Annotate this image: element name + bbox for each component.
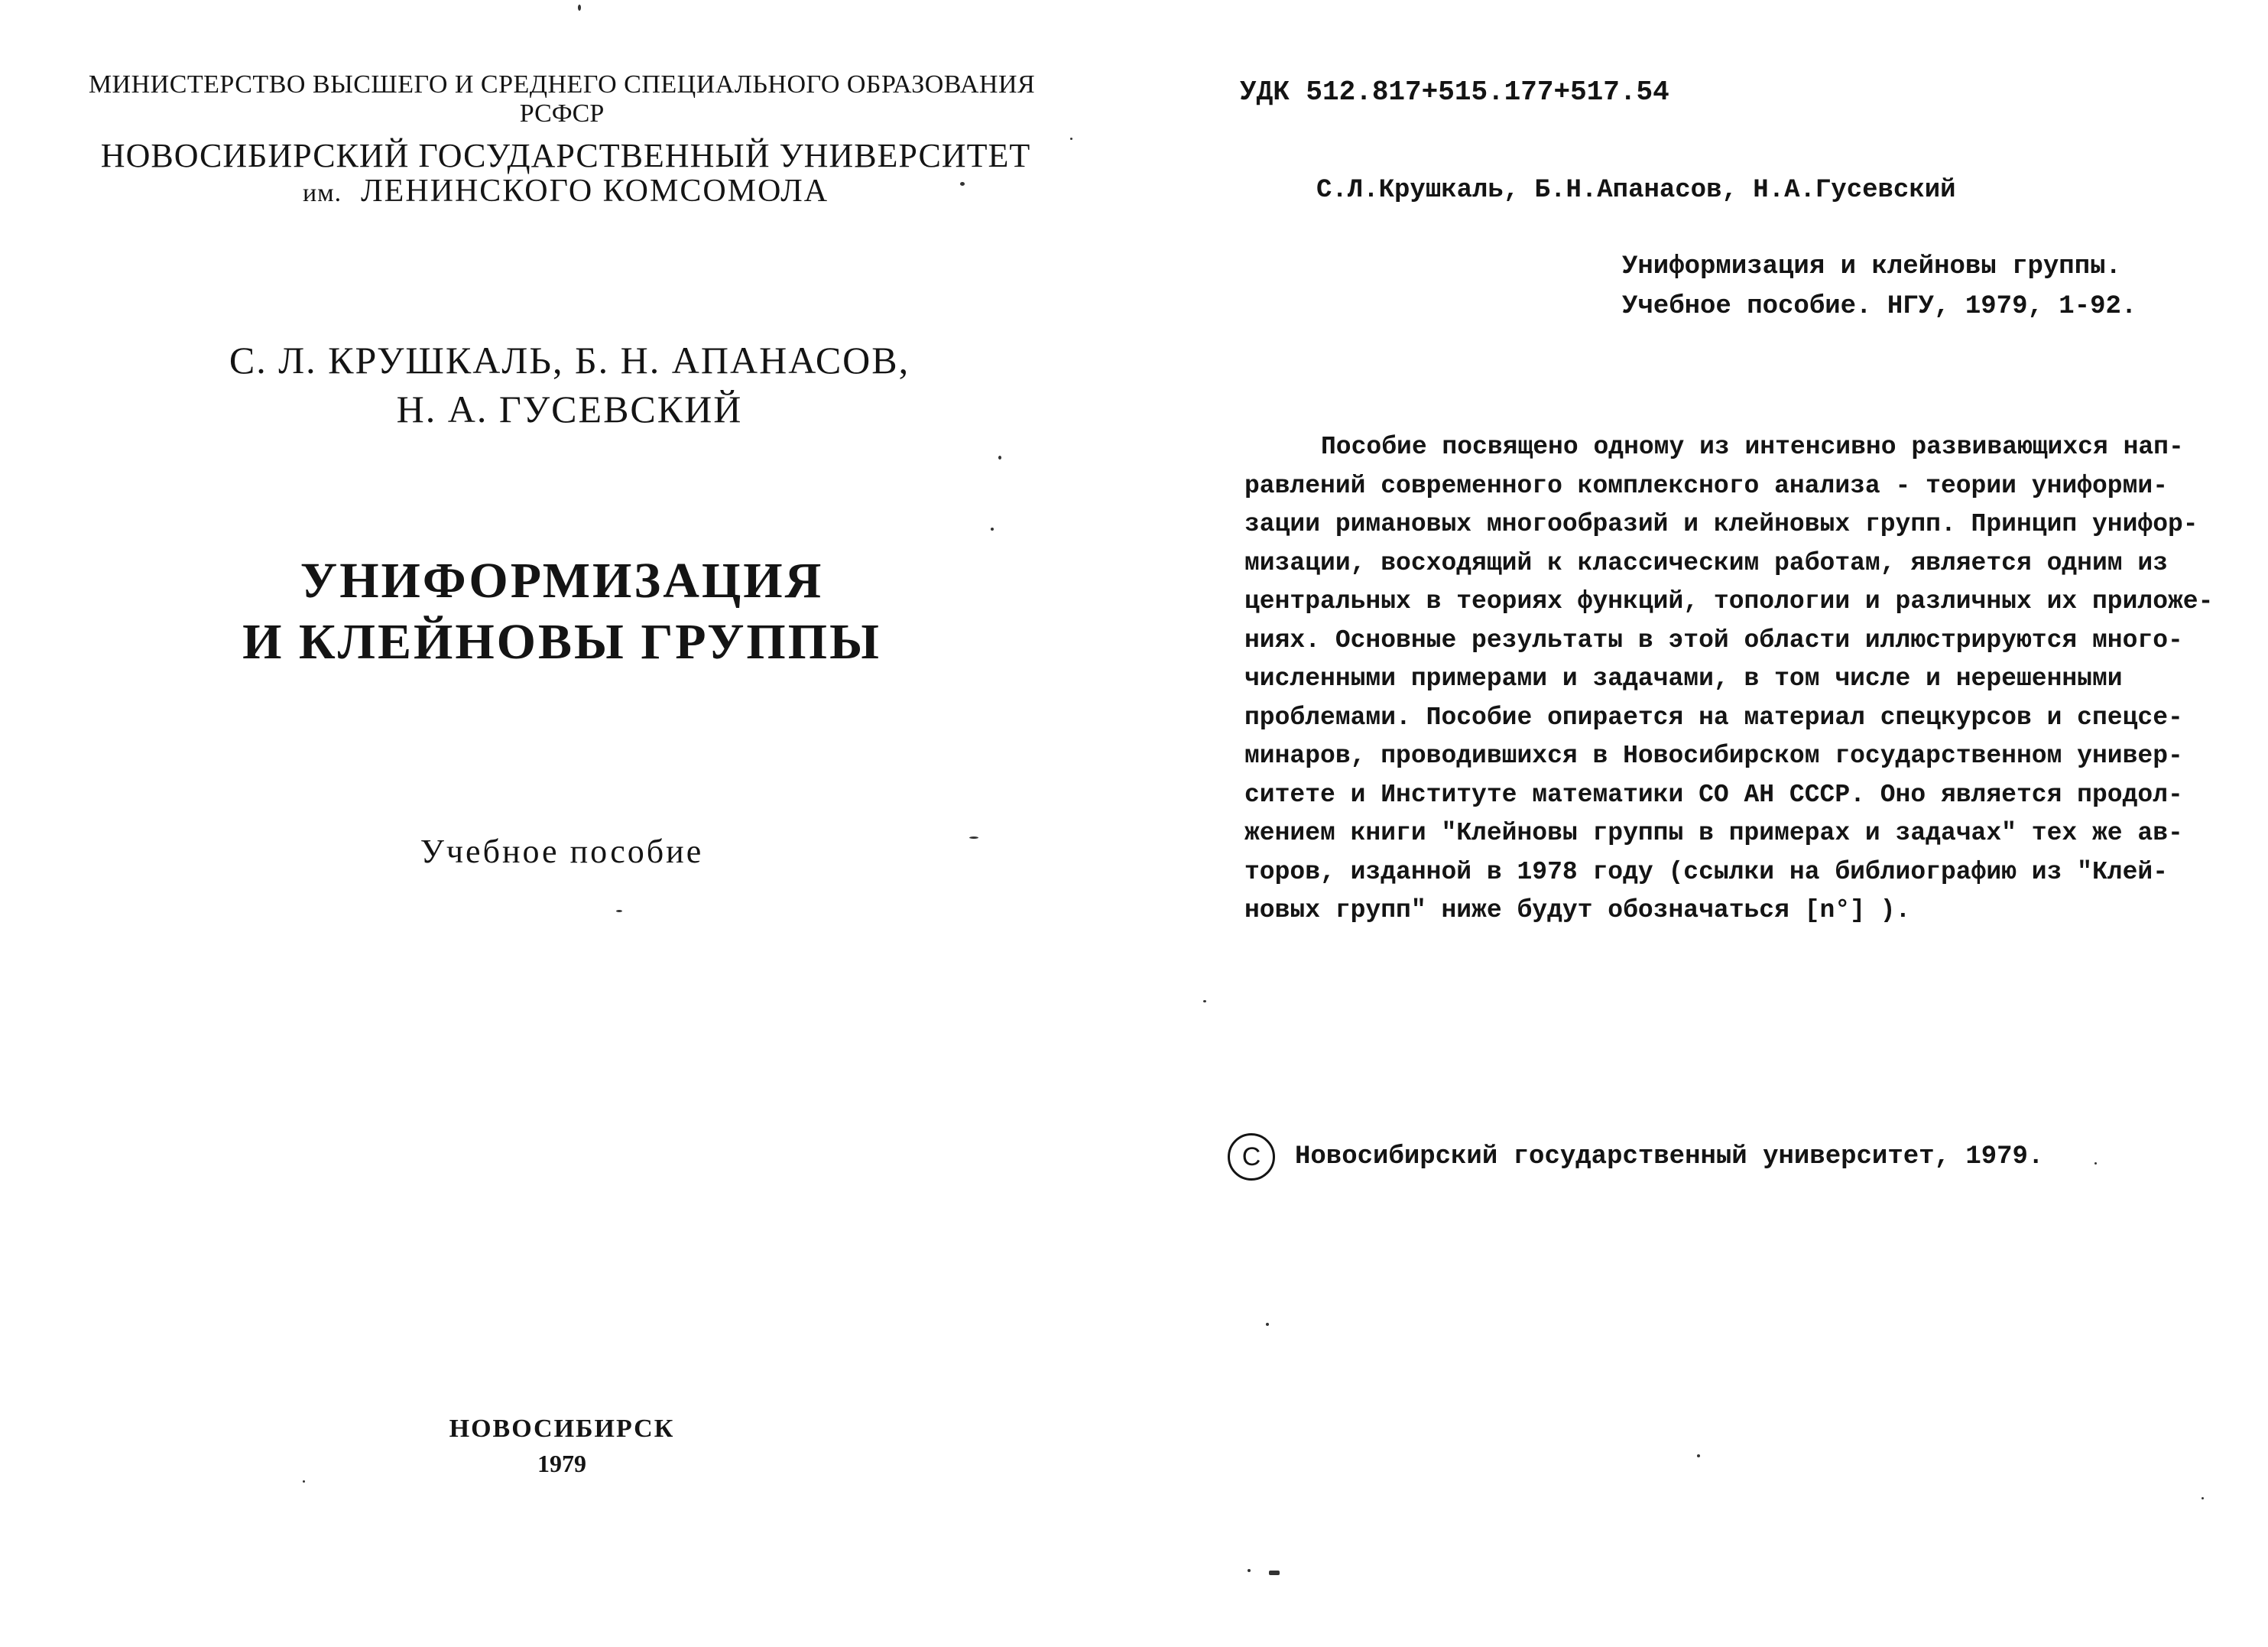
copyright-text: Новосибирский государственный университет, 1979. <box>1295 1142 2044 1171</box>
scan-speck <box>2201 1497 2204 1499</box>
authors-line-1: С. Л. КРУШКАЛЬ, Б. Н. АПАНАСОВ, <box>229 339 910 382</box>
scan-speck <box>616 910 622 912</box>
scan-speck <box>969 836 978 839</box>
abstract-line: торов, изданной в 1978 году (ссылки на библиографию из "Клей- <box>1244 857 2168 886</box>
reference-line-2: Учебное пособие. НГУ, 1979, 1-92. <box>1622 292 2137 321</box>
copyright-icon: C <box>1228 1133 1275 1181</box>
book-title-line-2: И КЛЕЙНОВЫ ГРУППЫ <box>242 614 881 670</box>
university-named-after <box>303 173 829 210</box>
scan-speck <box>1697 1454 1700 1457</box>
scan-speck <box>1070 138 1072 140</box>
named-komsomol: ЛЕНИНСКОГО КОМСОМОЛА <box>361 174 829 209</box>
named-prefix: им. <box>302 179 342 207</box>
abstract-line: ниях. Основные результаты в этой области иллюстрируются много- <box>1244 625 2183 655</box>
scan-speck <box>991 528 994 531</box>
ministry-heading: МИНИСТЕРСТВО ВЫСШЕГО И СРЕДНЕГО СПЕЦИАЛЬНОГО ОБРАЗОВАНИЯ <box>88 70 1036 99</box>
scan-speck <box>1266 1323 1269 1326</box>
reference-line-1: Униформизация и клейновы группы. <box>1622 252 2121 281</box>
abstract-line: численными примерами и задачами, в том числе и нерешенными <box>1244 664 2123 693</box>
scan-speck <box>303 1480 305 1483</box>
publication-city: НОВОСИБИРСК <box>449 1415 675 1443</box>
scan-speck <box>1203 1000 1206 1002</box>
abstract-line: минаров, проводившихся в Новосибирском государственном универ- <box>1244 742 2183 770</box>
scan-speck <box>1248 1569 1251 1572</box>
authors-line-2: Н. А. ГУСЕВСКИЙ <box>396 388 743 430</box>
scan-speck <box>578 5 581 11</box>
scan-speck <box>998 456 1001 460</box>
abstract-line: проблемами. Пособие опирается на материал спецкурсов и спецсе- <box>1244 703 2183 732</box>
udk-code: УДК 512.817+515.177+517.54 <box>1240 76 1669 108</box>
publication-year: 1979 <box>537 1450 586 1477</box>
annotation-page <box>1131 0 2268 1647</box>
abstract-line: мизации, восходящий к классическим работам, является одним из <box>1244 548 2168 577</box>
copyright-notice <box>1228 1130 2043 1184</box>
abstract-line: ситете и Институте математики СО АН СССР. Оно является продол- <box>1244 780 2183 809</box>
university-name: НОВОСИБИРСКИЙ ГОСУДАРСТВЕННЫЙ УНИВЕРСИТЕТ <box>100 137 1031 174</box>
abstract-line: зации римановых многообразий и клейновых групп. Принцип унифор- <box>1244 510 2198 538</box>
book-subtitle: Учебное пособие <box>420 833 704 870</box>
abstract-line: центральных в теориях функций, топологии и различных их приложе- <box>1244 587 2214 616</box>
title-page <box>0 0 1131 1647</box>
abstract-line: жением книги "Клейновы группы в примерах и задачах" тех же ав- <box>1244 819 2183 847</box>
book-title-line-1: УНИФОРМИЗАЦИЯ <box>300 553 824 609</box>
scan-speck <box>960 182 965 186</box>
rsfsr-heading: РСФСР <box>519 99 605 128</box>
abstract-paragraph <box>1244 428 2268 931</box>
abstract-line: новых групп" ниже будут обозначаться [n°] ). <box>1244 896 1911 924</box>
abstract-line: равлений современного комплексного анализа - теории униформи- <box>1244 471 2168 500</box>
abstract-line: Пособие посвящено одному из интенсивно развивающихся нап- <box>1321 433 2184 461</box>
scan-speck <box>1269 1571 1280 1575</box>
scan-speck <box>2094 1162 2097 1165</box>
authors-short: С.Л.Крушкаль, Б.Н.Апанасов, Н.А.Гусевский <box>1316 176 1956 205</box>
